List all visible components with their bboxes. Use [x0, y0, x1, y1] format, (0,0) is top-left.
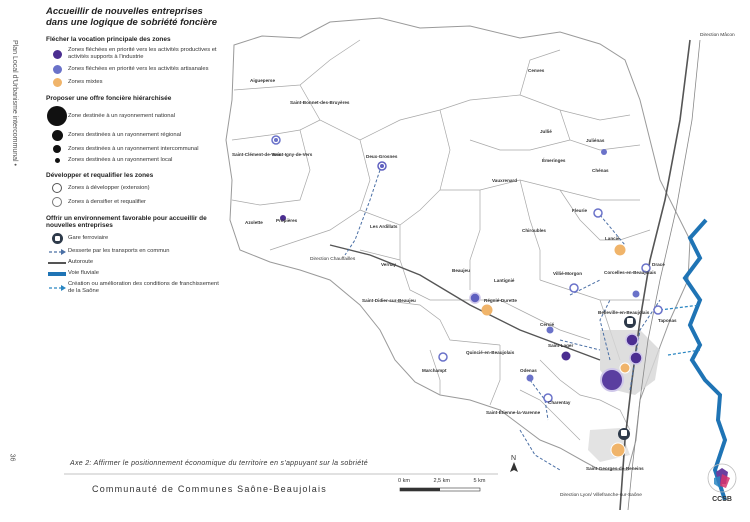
scale-label-2: 5 km: [473, 478, 486, 484]
zone-local-fleurie: [594, 209, 602, 217]
commune-label: Odenas: [520, 368, 537, 373]
legend-item-autoroute: Autoroute: [46, 259, 226, 266]
thin-circle-icon: [52, 197, 62, 207]
section-vocation-title: Flécher la vocation principale des zones: [46, 36, 171, 43]
zone-mixed-lancie: [615, 245, 626, 256]
legend-title-line1: Accueillir de nouvelles entreprises: [46, 6, 203, 17]
autoroute-line-icon: [48, 262, 66, 264]
zone-intercom-saint-lager: [562, 352, 571, 361]
legend-item-densify: Zones à densifier et requalifier: [46, 197, 226, 207]
legend-title-line2: dans une logique de sobriété foncière: [46, 17, 218, 28]
tiny-black-dot-icon: [55, 158, 60, 163]
commune-label: Saint-Étienne-la-Varenne: [486, 410, 541, 415]
zone-local-odenas: [527, 375, 534, 382]
commune-label: Taponas: [658, 318, 677, 323]
zone-regional-belleville: [626, 334, 638, 346]
commune-label: Dracé: [652, 262, 665, 267]
blue-dot-icon: [53, 65, 62, 74]
zone-local-julienas: [601, 149, 607, 155]
commune-label: Vernay: [381, 262, 397, 267]
commune-label: Corcelles-en-Beaujolais: [604, 270, 657, 275]
commune-label: Saint-Igny-de-Vers: [272, 152, 313, 157]
direction-chauffailles: Direction Chauffailles: [310, 257, 356, 262]
commune-label: Fleurie: [572, 208, 588, 213]
scale-bar: [400, 488, 480, 491]
commune-label: Saint-Bonnet-des-Bruyères: [290, 100, 350, 105]
small-black-dot-icon: [53, 145, 61, 153]
scale-labels: [398, 478, 485, 484]
commune-label: Lantignié: [494, 278, 515, 283]
scale-label-0: 0 km: [398, 478, 410, 484]
map-legend: [46, 6, 226, 299]
zone-local-cercie: [547, 327, 554, 334]
legend-item-crossing: Création ou amélioration des conditions de franchissement de la Saône: [46, 281, 226, 295]
direction-macon: Direction Mâcon: [700, 33, 735, 38]
zone-local-villie: [570, 284, 578, 292]
commune-label: Propières: [276, 218, 298, 223]
commune-label: Azolette: [245, 220, 263, 225]
svg-text:CCSB: CCSB: [712, 496, 732, 503]
legend-item-local: Zones destinées à un rayonnement local: [46, 157, 226, 164]
legend-item-regional: Zones destinées à un rayonnement régional: [46, 130, 226, 141]
commune-label: Beaujeu: [452, 268, 470, 273]
commune-label: Marchampt: [422, 368, 447, 373]
commune-label: Saint-Didier-sur-Beaujeu: [362, 298, 416, 303]
legend-item-extension: Zones à développer (extension): [46, 183, 226, 193]
zone-national-saint-georges: [601, 369, 623, 391]
scale-label-1: 2,5 km: [433, 478, 450, 484]
zone-mixed-saint-georges-south: [611, 443, 625, 457]
section-requalifier-title: Développer et requalifier les zones: [46, 172, 154, 179]
section-environnement-title: Offrir un environnement favorable pour accueillir de nouvelles entreprises: [46, 215, 207, 229]
legend-item-intercommunal: Zones destinées à un rayonnement intercommunal: [46, 145, 226, 153]
zone-regional-belleville-2: [630, 352, 642, 364]
legend-item-productive: Zones fléchées en priorité vers les activités productives et activités supports à l'industrie: [46, 47, 226, 61]
commune-label: Les Ardillats: [370, 224, 398, 229]
commune-label: Chénas: [592, 168, 609, 173]
saone-river: [685, 220, 725, 500]
commune-label: Vauxrenard: [492, 178, 518, 183]
north-arrow: [510, 455, 518, 472]
train-station-belleville: [624, 316, 636, 328]
zone-local-taponas: [654, 306, 662, 314]
commune-label: Deux-Grosnes: [366, 154, 398, 159]
commune-label: Saint-Lager: [548, 343, 574, 348]
map-caption: Axe 2: Affirmer le positionnement économique du territoire en s'appuyant sur la sobriété: [70, 460, 368, 467]
commune-label: Villié-Morgon: [553, 271, 583, 276]
train-station-saint-georges: [618, 428, 630, 440]
purple-dot-icon: [53, 50, 62, 59]
territory-outline: [226, 18, 690, 470]
orange-dot-icon: [53, 78, 62, 87]
commune-label: Saint-Clément-de-Vers: [232, 152, 282, 157]
commune-label: Émeringes: [542, 158, 566, 163]
zone-intercom-lantignie: [470, 293, 480, 303]
zone-mixed-belleville: [620, 363, 630, 373]
commune-label: Belleville-en-Beaujolais: [598, 310, 650, 315]
outline-circle-icon: [52, 183, 62, 193]
commune-label: Quincié-en-Beaujolais: [466, 350, 515, 355]
legend-item-artisanal: Zones fléchées en priorité vers les activités artisanales: [46, 65, 226, 74]
page-number: 36: [8, 453, 16, 462]
section-offre-title: Proposer une offre foncière hiérarchisée: [46, 95, 172, 102]
ccsb-logo-icon: [702, 460, 742, 504]
legend-item-national: Zone destinée à un rayonnement national: [46, 106, 226, 126]
commune-label: Aigueperse: [250, 78, 276, 83]
commune-label: Cercié: [540, 322, 555, 327]
svg-text:N: N: [511, 455, 517, 462]
commune-label: Cenves: [528, 68, 545, 73]
zone-local-marchampt: [439, 353, 447, 361]
medium-black-dot-icon: [52, 130, 63, 141]
legend-item-fluvial: Voie fluviale: [46, 270, 226, 277]
commune-label: Saint-Georges-de-Reneins: [586, 466, 644, 471]
side-label-text: Plan Local d'Urbanisme intercommunal •: [11, 40, 18, 166]
commune-label: Jullié: [540, 129, 552, 134]
commune-label: Chiroubles: [522, 228, 546, 233]
direction-lyon: Direction Lyon/ Villefranche-sur-Saône: [560, 493, 642, 498]
commune-label: Lancié: [605, 236, 620, 241]
commune-label: Régnié-Durette: [484, 298, 517, 303]
zone-mixed-quincie: [482, 305, 493, 316]
zone-local-corcelles: [633, 291, 640, 298]
dashed-arrow-icon: [48, 249, 66, 255]
ccsb-logo: [702, 460, 742, 504]
legend-item-mixed: Zones mixtes: [46, 78, 226, 87]
legend-item-transit: Desserte par les transports en commun: [46, 248, 226, 255]
train-station-icon: [52, 233, 63, 244]
commune-label: Juliénas: [586, 138, 605, 143]
commune-label: Charentay: [548, 400, 571, 405]
legend-item-station: Gare ferroviaire: [46, 233, 226, 244]
large-black-dot-icon: [47, 106, 67, 126]
footer-title: Communauté de Communes Saône-Beaujolais: [92, 484, 327, 494]
crossing-arrow-icon: [48, 285, 66, 291]
waterway-line-icon: [48, 272, 66, 276]
